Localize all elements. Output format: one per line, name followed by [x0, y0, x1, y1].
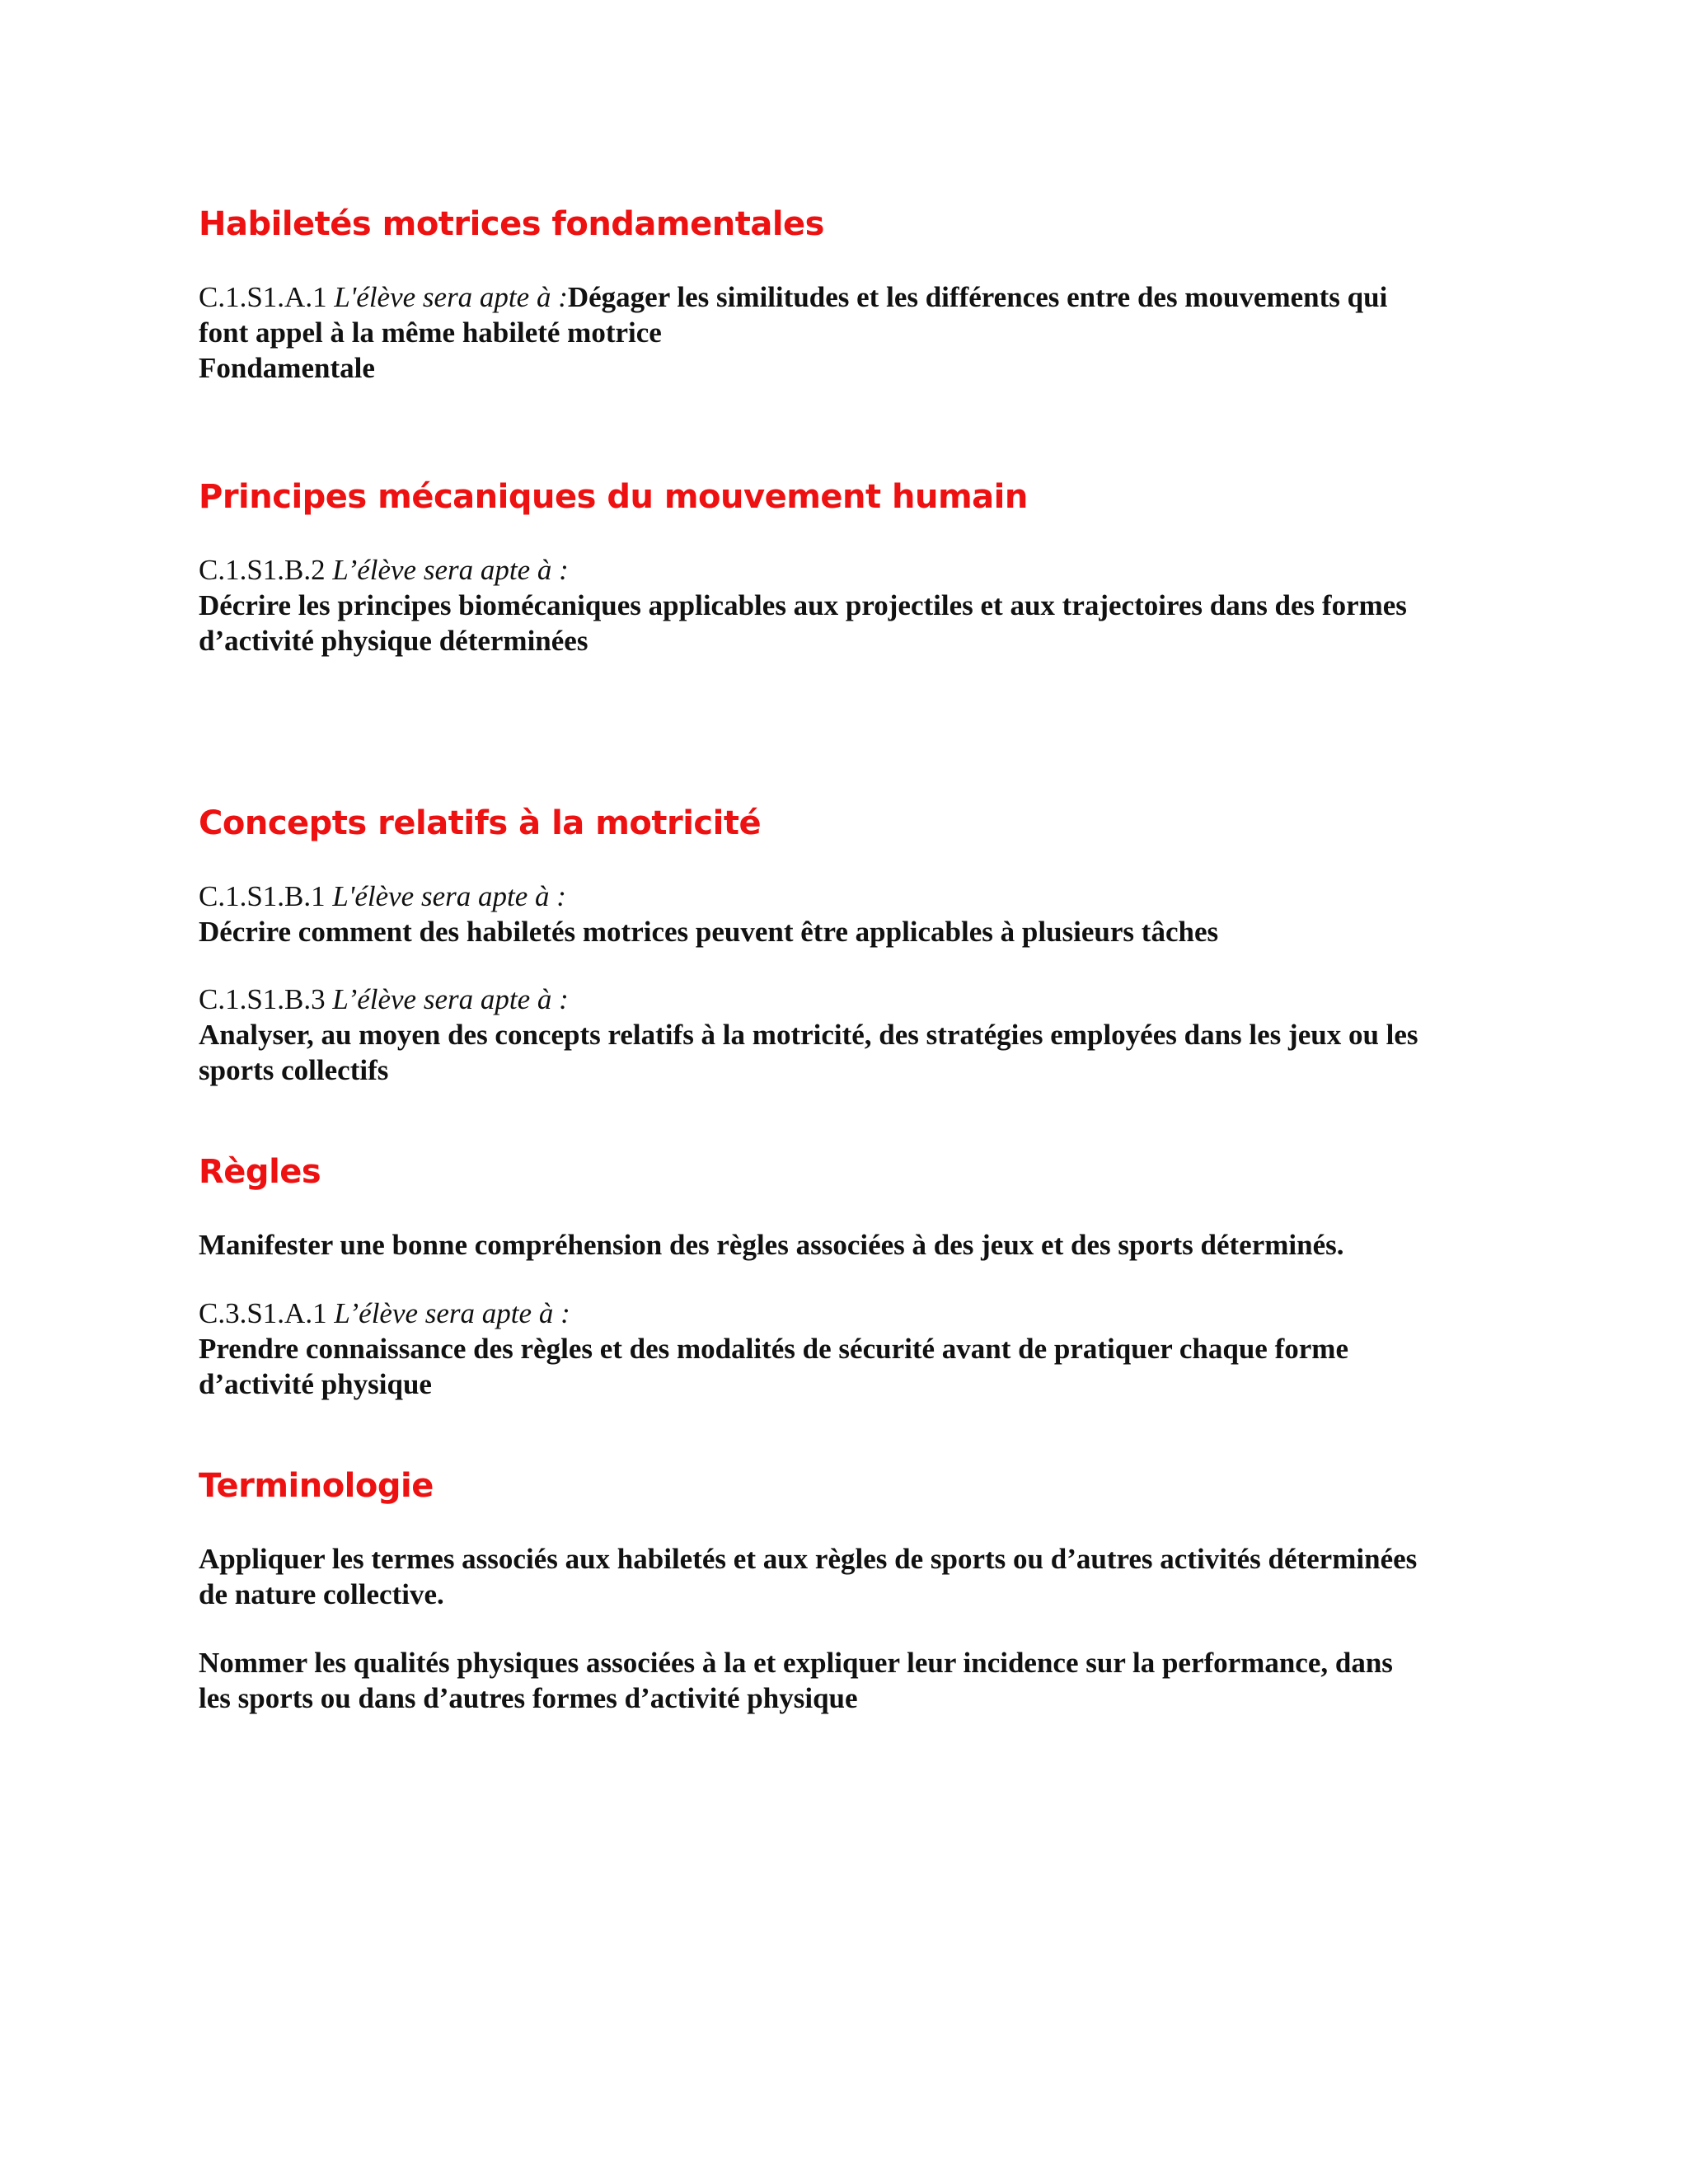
outcome-line-1: [199, 982, 1501, 1017]
outcome-text-line-1: Prendre connaissance des règles et des modalités de sécurité avant de pratiquer chaque forme: [199, 1333, 1348, 1365]
outcome-text-line-1: Décrire comment des habiletés motrices peuvent être applicables à plusieurs tâches: [199, 916, 1219, 948]
outcome-c1s1b1: [199, 879, 1501, 949]
outcome-regles-general: [199, 1227, 1501, 1263]
outcome-c3s1a1: [199, 1296, 1501, 1402]
outcome-c1s1b3: [199, 982, 1501, 1088]
section-heading-terminologie: Terminologie: [199, 1467, 434, 1505]
outcome-code: C.1.S1.B.3: [199, 983, 326, 1015]
outcome-text-line-1: Appliquer les termes associés aux habiletés et aux règles de sports ou d’autres activités déterminées: [199, 1543, 1418, 1575]
section-heading-regles: Règles: [199, 1153, 321, 1191]
outcome-lead: L'élève sera apte à :: [332, 880, 566, 912]
section-heading-principes: Principes mécaniques du mouvement humain: [199, 478, 1028, 516]
outcome-text-line-2: sports collectifs: [199, 1054, 389, 1086]
outcome-lead: L’élève sera apte à :: [332, 983, 569, 1015]
section-heading-habiletes: Habiletés motrices fondamentales: [199, 205, 824, 243]
outcome-terminologie-1: [199, 1541, 1501, 1612]
document-content: [199, 190, 1501, 1716]
outcome-text: Dégager les similitudes et les différences entre des mouvements qui: [567, 281, 1388, 313]
outcome-text-line-1: Décrire les principes biomécaniques applicables aux projectiles et aux trajectoires dans des formes: [199, 589, 1407, 621]
outcome-c1s1b2: [199, 552, 1501, 658]
outcome-text-line-3: Fondamentale: [199, 352, 375, 384]
outcome-line-1: [199, 552, 1501, 588]
outcome-terminologie-2: [199, 1645, 1501, 1716]
outcome-line-1: [199, 879, 1501, 914]
outcome-line-1: [199, 1296, 1501, 1331]
outcome-lead: L'élève sera apte à :: [334, 281, 568, 313]
outcome-lead: L’élève sera apte à :: [332, 554, 569, 586]
outcome-text-line-2: d’activité physique: [199, 1368, 432, 1400]
outcome-text-line-1: Manifester une bonne compréhension des règles associées à des jeux et des sports déterminés.: [199, 1229, 1344, 1261]
outcome-text-line-1: Nommer les qualités physiques associées à la et expliquer leur incidence sur la performance, dans: [199, 1647, 1393, 1679]
outcome-text-line-2: de nature collective.: [199, 1578, 444, 1610]
section-heading-concepts: Concepts relatifs à la motricité: [199, 804, 762, 842]
outcome-text-line-2: d’activité physique déterminées: [199, 625, 588, 657]
outcome-text-line-2: font appel à la même habileté motrice: [199, 316, 662, 349]
outcome-text-line-1: Analyser, au moyen des concepts relatifs à la motricité, des stratégies employées dans les jeux ou les: [199, 1019, 1418, 1051]
outcome-code: C.1.S1.A.1: [199, 281, 327, 313]
outcome-line-1: [199, 279, 1501, 315]
outcome-c1s1a1: [199, 279, 1501, 386]
outcome-code: C.3.S1.A.1: [199, 1297, 327, 1329]
outcome-code: C.1.S1.B.1: [199, 880, 326, 912]
outcome-lead: L’élève sera apte à :: [334, 1297, 570, 1329]
outcome-text-line-2: les sports ou dans d’autres formes d’activité physique: [199, 1682, 858, 1714]
outcome-code: C.1.S1.B.2: [199, 554, 326, 586]
